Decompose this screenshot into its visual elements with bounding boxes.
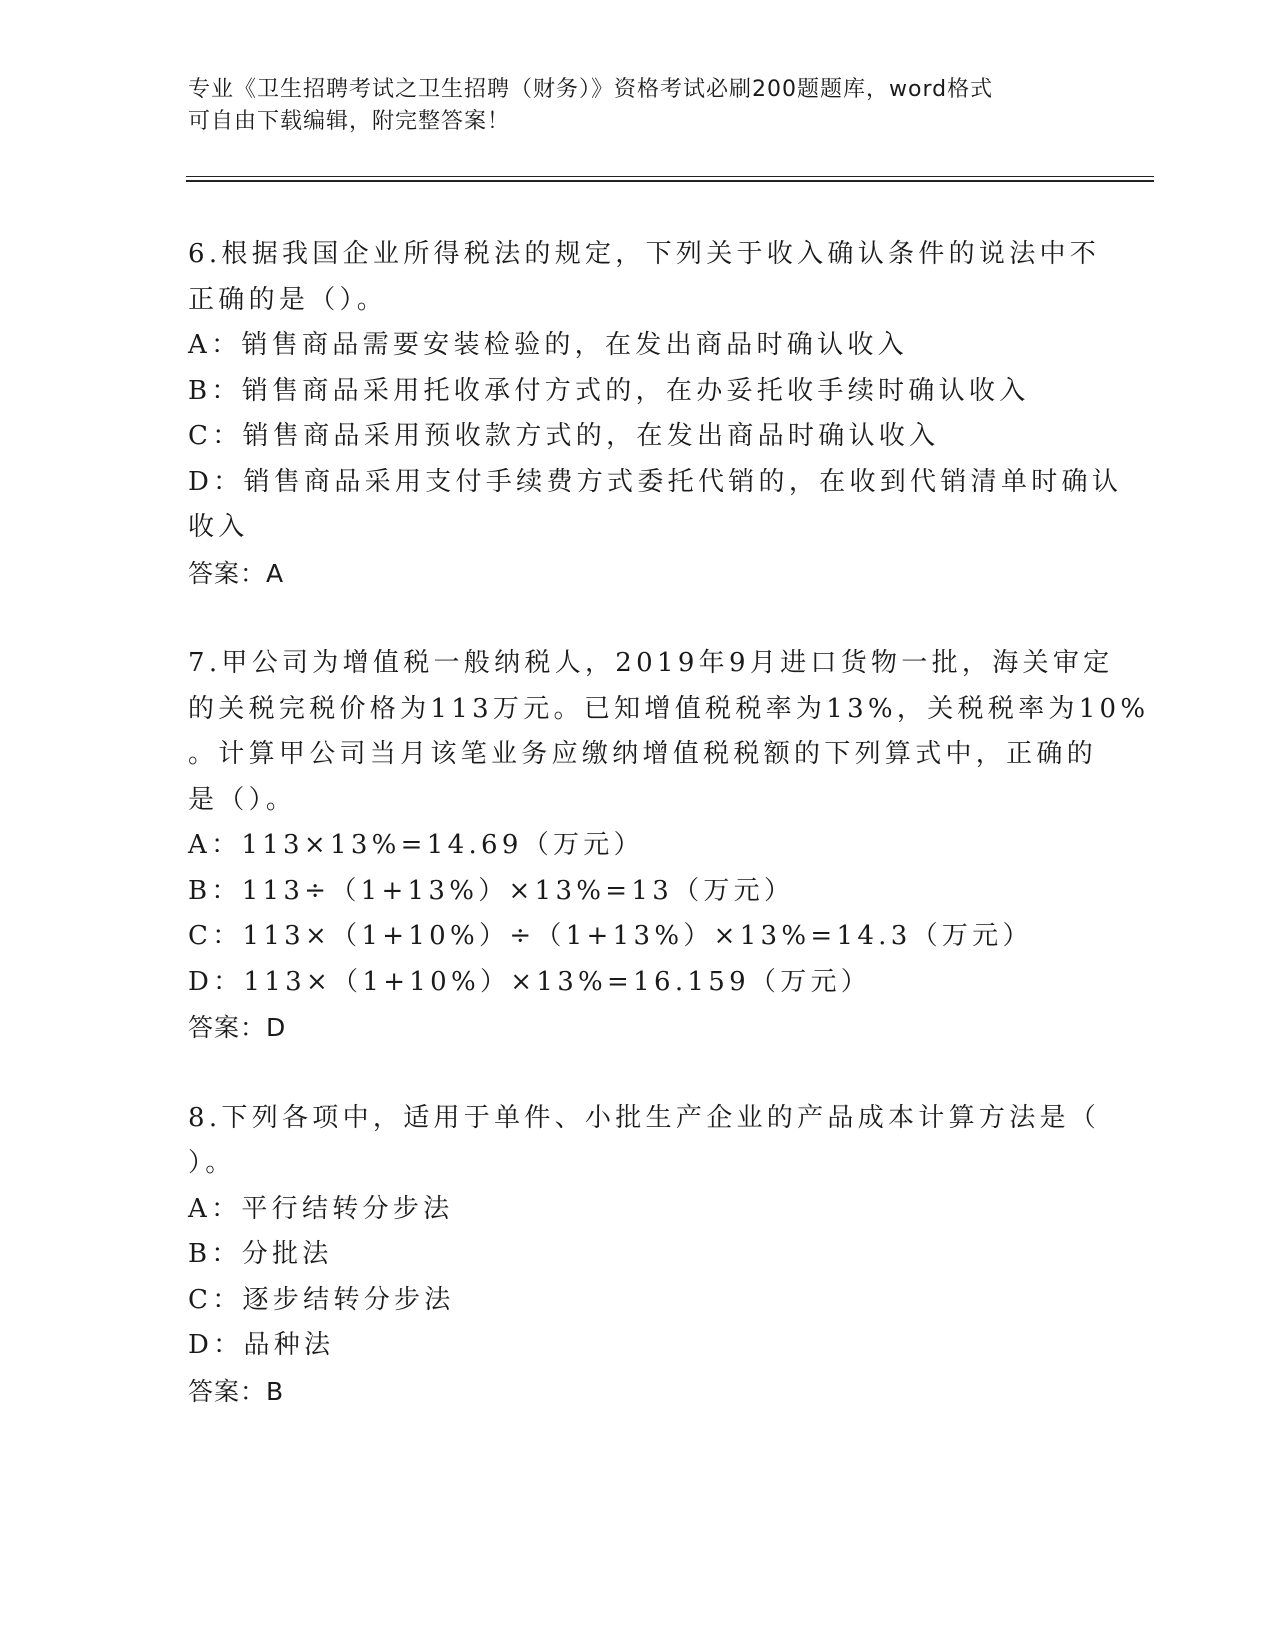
option-b: B：分批法 — [188, 1239, 333, 1269]
question-stem: 的关税完税价格为113万元。已知增值税税率为13%，关税税率为10% — [188, 693, 1150, 724]
question-stem: 是（）。 — [188, 784, 297, 815]
option-d: D：113×（1+10%）×13%=16.159（万元） — [188, 966, 872, 997]
question-stem: 6.根据我国企业所得税法的规定，下列关于收入确认条件的说法中不 — [188, 239, 1101, 269]
header-divider-thin — [186, 176, 1154, 177]
option-c: C：逐步结转分步法 — [188, 1284, 455, 1315]
answer-label: 答案：B — [188, 1376, 285, 1406]
option-d-continued: 收入 — [188, 512, 249, 542]
option-c: C：113×（1+10%）÷（1+13%）×13%=14.3（万元） — [188, 921, 1033, 951]
header-divider-thick — [186, 180, 1154, 182]
option-d: D：品种法 — [188, 1330, 335, 1360]
option-b: B：113÷（1+13%）×13%=13（万元） — [188, 875, 795, 906]
document-header — [188, 74, 1068, 138]
question-stem: 8.下列各项中，适用于单件、小批生产企业的产品成本计算方法是（ — [188, 1102, 1101, 1133]
question-spacer — [188, 1051, 1088, 1096]
option-d: D：销售商品采用支付手续费方式委托代销的，在收到代销清单时确认 — [188, 466, 1123, 497]
option-a: A：销售商品需要安装检验的，在发出商品时确认收入 — [188, 330, 908, 360]
option-a: A：113×13%=14.69（万元） — [188, 830, 644, 860]
header-line: 专业《卫生招聘考试之卫生招聘（财务）》资格考试必刷200题题库，word格式 — [188, 77, 994, 102]
question-6 — [188, 232, 1123, 596]
header-line: 可自由下载编辑，附完整答案！ — [188, 109, 511, 134]
question-spacer — [188, 596, 1088, 641]
question-stem: 7.甲公司为增值税一般纳税人，2019年9月进口货物一批，海关审定 — [188, 648, 1114, 678]
question-8 — [188, 1096, 1101, 1415]
question-list — [188, 232, 1150, 1414]
question-7 — [188, 641, 1150, 1051]
answer-label: 答案：D — [188, 1013, 287, 1042]
question-stem: ）。 — [188, 1148, 236, 1178]
question-stem: 。计算甲公司当月该笔业务应缴纳增值税税额的下列算式中，正确的 — [188, 739, 1098, 769]
option-b: B：销售商品采用托收承付方式的，在办妥托收手续时确认收入 — [188, 375, 1030, 406]
option-c: C：销售商品采用预收款方式的，在发出商品时确认收入 — [188, 421, 940, 451]
question-stem: 正确的是（）。 — [188, 284, 388, 315]
answer-label: 答案：A — [188, 558, 285, 588]
option-a: A：平行结转分步法 — [188, 1193, 454, 1224]
